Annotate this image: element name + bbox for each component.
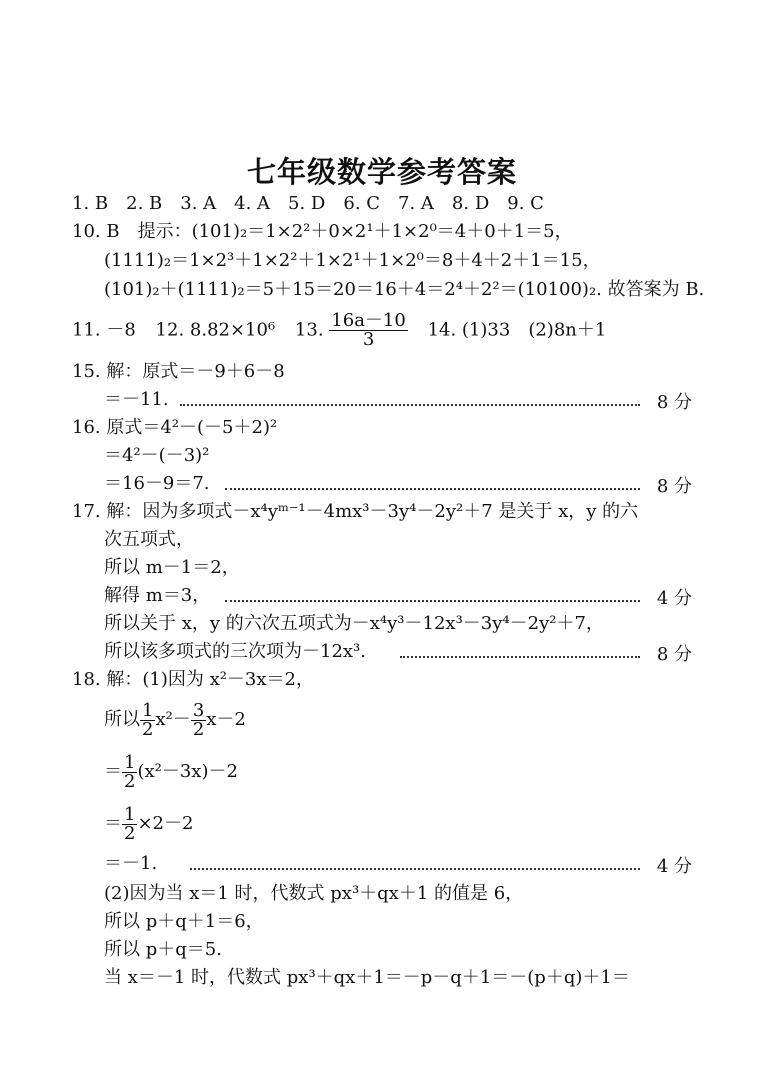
answer-17-line-4: 解得 m＝3， <box>104 585 211 606</box>
dot-leader <box>225 488 640 490</box>
answer-10-line-3: (101)₂＋(1111)₂＝5＋15＝20＝16＋4＝2⁴＋2²＝(10100)₂. 故答案为 B. <box>104 279 705 300</box>
fraction-one-half <box>122 803 137 844</box>
answers-1-9: 1. B 2. B 3. A 4. A 5. D 6. C 7. A 8. D 9. C <box>72 193 544 214</box>
dot-leader <box>225 600 640 602</box>
answer-10-line-1 <box>72 220 573 244</box>
answer-13-fraction <box>329 312 408 349</box>
denominator: 2 <box>142 718 154 740</box>
answer-15-line-1: 15. 解：原式＝－9＋6－8 <box>72 361 285 382</box>
answer-13-label: 13. <box>294 319 324 341</box>
answer-18-expr: ×2－2 <box>137 813 194 834</box>
fraction-one-half <box>122 751 137 792</box>
equals: ＝ <box>104 813 122 834</box>
answers-11-14 <box>72 312 606 349</box>
numerator: 1 <box>142 699 154 721</box>
score-16: 8 分 <box>656 476 692 497</box>
answer-18-prefix: 所以 <box>104 709 140 730</box>
answer-17-line-6: 所以该多项式的三次项为－12x³. <box>104 641 366 662</box>
answer-16-line-2: ＝4²－(－3)² <box>104 445 210 466</box>
numerator: 1 <box>124 751 136 773</box>
fraction-three-halves <box>191 699 206 740</box>
answer-14: 14. (1)33 (2)8n＋1 <box>427 319 607 341</box>
page-title: 七年级数学参考答案 <box>246 155 517 189</box>
answer-18-line-3 <box>104 752 238 792</box>
answer-18-mid: x²－ <box>155 709 191 730</box>
answer-18-line-5: ＝－1. <box>104 853 158 874</box>
numerator: 1 <box>124 803 136 825</box>
answer-11: 11. －8 <box>72 319 136 341</box>
answer-17-line-5: 所以关于 x，y 的六次五项式为－x⁴y³－12x³－3y⁴－2y²＋7， <box>104 613 604 634</box>
answer-12: 12. 8.82×10⁶ <box>155 319 276 341</box>
score-17-b: 8 分 <box>656 644 692 665</box>
answer-18-line-8: 所以 p＋q＝5. <box>104 939 222 960</box>
answer-18-line-4 <box>104 804 193 844</box>
dot-leader <box>400 656 640 658</box>
answer-18-end: x－2 <box>206 709 246 730</box>
answer-18-line-6: (2)因为当 x＝1 时，代数式 px³＋qx＋1 的值是 6， <box>104 883 524 904</box>
dot-leader <box>180 404 640 406</box>
dot-leader <box>190 868 640 870</box>
answer-13-numerator: 16a－10 <box>331 310 406 331</box>
score-17-a: 4 分 <box>656 588 692 609</box>
numerator: 3 <box>192 699 205 721</box>
answer-18-line-2 <box>104 700 246 740</box>
answer-13-denominator: 3 <box>362 329 375 350</box>
equals: ＝ <box>104 761 122 782</box>
answer-17-line-1: 17. 解：因为多项式－x⁴yᵐ⁻¹－4mx³－3y⁴－2y²＋7 是关于 x，y 的六 <box>72 501 639 522</box>
answer-10-lead: 10. B 提示： <box>72 221 192 242</box>
answer-18-line-9: 当 x＝－1 时，代数式 px³＋qx＋1＝－p－q＋1＝－(p＋q)＋1＝ <box>104 967 630 988</box>
answer-16-line-1: 16. 原式＝4²－(－5＋2)² <box>72 417 278 438</box>
answer-15-line-2: ＝－11. <box>104 389 169 410</box>
answer-16-line-3: ＝16－9＝7. <box>104 473 210 494</box>
fraction-one-half <box>140 699 155 740</box>
score-18-a: 4 分 <box>656 856 692 877</box>
answer-18-line-7: 所以 p＋q＋1＝6， <box>104 911 264 932</box>
answer-18-expr: (x²－3x)－2 <box>137 761 238 782</box>
answer-10-line-2: (1111)₂＝1×2³＋1×2²＋1×2¹＋1×2⁰＝8＋4＋2＋1＝15， <box>104 250 601 271</box>
answer-10-l1: (101)₂＝1×2²＋0×2¹＋1×2⁰＝4＋0＋1＝5， <box>191 221 573 242</box>
answer-18-line-1: 18. 解：(1)因为 x²－3x＝2， <box>72 669 314 690</box>
answer-17-line-3: 所以 m－1＝2， <box>104 557 240 578</box>
denominator: 2 <box>192 718 205 740</box>
denominator: 2 <box>124 770 136 792</box>
denominator: 2 <box>124 822 136 844</box>
answer-17-line-2: 次五项式， <box>104 529 194 550</box>
score-15: 8 分 <box>656 392 692 413</box>
